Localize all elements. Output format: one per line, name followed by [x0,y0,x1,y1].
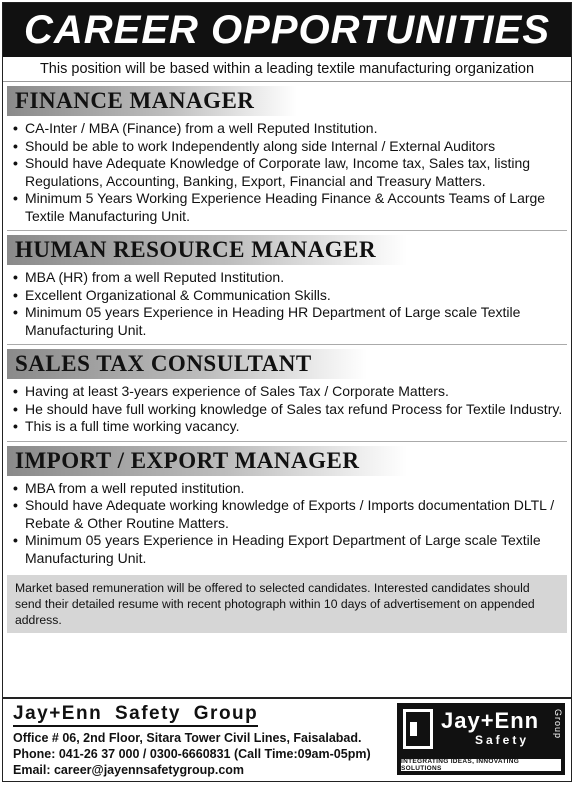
section-title: HUMAN RESOURCE MANAGER [7,235,407,265]
requirements-list [3,480,571,568]
intro-line: This position will be based within a leading textile manufacturing organization [3,57,571,82]
list-item: • Minimum 5 Years Working Experience Heading Finance & Accounts Teams of Large Textile Manufacturing Unit. [13,190,571,225]
list-item: • This is a full time working vacancy. [13,418,571,436]
divider [7,344,567,345]
list-item: • Excellent Organizational & Communication Skills. [13,287,571,305]
list-item: • Minimum 05 years Experience in Heading Export Department of Large scale Textile Manufacturing Unit. [13,532,571,567]
list-item: • Should have Adequate working knowledge of Exports / Imports documentation DLTL / Rebate & Other Routine Matters. [13,497,571,532]
list-item: • Should have Adequate Knowledge of Corporate law, Income tax, Sales tax, listing Regulations, Accounting, Banking, Export, Financial and Treasury Matters. [13,155,571,190]
header-banner [3,3,571,57]
section-finance-manager [3,86,571,225]
logo-mark-icon [403,709,433,749]
page-title: CAREER OPPORTUNITIES [24,8,550,52]
footer [3,697,571,781]
remuneration-note: Market based remuneration will be offered to selected candidates. Interested candidates should send their detailed resume with recent photograph within 10 days of advertisement on appended address. [7,575,567,633]
section-import-export-manager [3,446,571,568]
section-title: SALES TAX CONSULTANT [7,349,367,379]
phone-number: Phone: 041-26 37 000 / 0300-6660831 (Call Time:09am-05pm) [13,747,371,761]
job-advertisement [2,2,572,782]
requirements-list [3,120,571,225]
section-title: IMPORT / EXPORT MANAGER [7,446,407,476]
divider [7,441,567,442]
list-item: • MBA from a well reputed institution. [13,480,571,498]
email-address[interactable]: Email: career@jayennsafetygroup.com [13,763,245,777]
logo-name: Jay+Enn [441,708,540,733]
logo-subtitle: Safety [475,733,530,747]
list-item: • He should have full working knowledge of Sales tax refund Process for Textile Industry. [13,401,571,419]
section-sales-tax-consultant [3,349,571,436]
logo-tagline: INTEGRATING IDEAS, INNOVATING SOLUTIONS [401,759,561,771]
contact-block [3,699,397,781]
list-item: • MBA (HR) from a well Reputed Institution. [13,269,571,287]
section-title: FINANCE MANAGER [7,86,297,116]
divider [7,230,567,231]
requirements-list [3,383,571,436]
list-item: • Having at least 3-years experience of Sales Tax / Corporate Matters. [13,383,571,401]
list-item: • CA-Inter / MBA (Finance) from a well Reputed Institution. [13,120,571,138]
office-address: Office # 06, 2nd Floor, Sitara Tower Civil Lines, Faisalabad. [13,731,362,745]
requirements-list [3,269,571,339]
company-name: Jay+Enn Safety Group [13,703,258,727]
company-logo [397,703,565,775]
logo-group: Group [553,709,563,740]
list-item: • Should be able to work Independently along side Internal / External Auditors [13,138,571,156]
section-human-resource-manager [3,235,571,339]
list-item: • Minimum 05 years Experience in Heading HR Department of Large scale Textile Manufacturing Unit. [13,304,571,339]
